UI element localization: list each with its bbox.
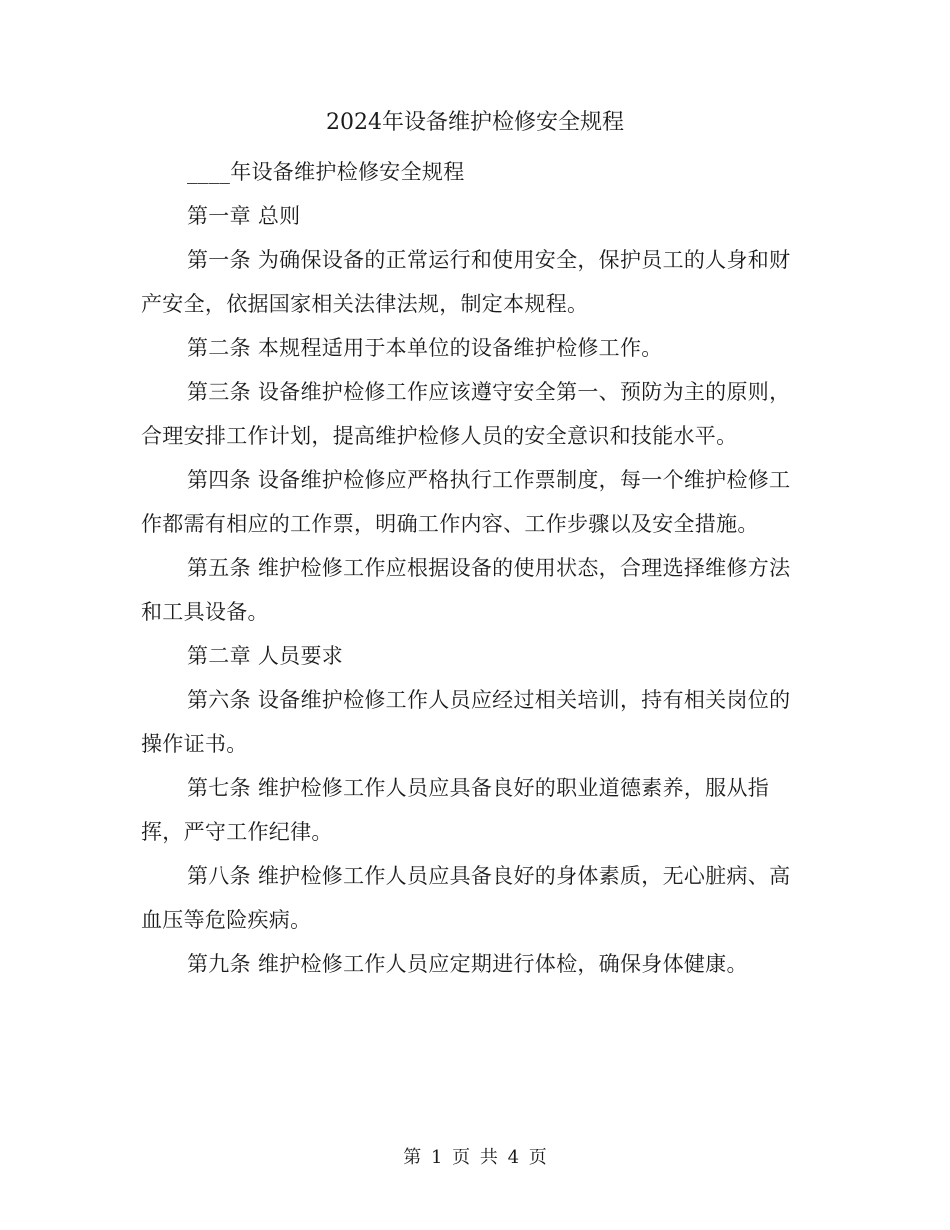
document-body	[141, 150, 809, 986]
article-paragraph: 第二条 本规程适用于本单位的设备维护检修工作。	[187, 336, 663, 360]
article-paragraph: 第七条 维护检修工作人员应具备良好的职业道德素养，服从指挥，严守工作纪律。	[141, 776, 770, 844]
chapter-heading: 第二章 人员要求	[187, 644, 344, 668]
page-number-footer: 第 1 页 共 4 页	[403, 1147, 547, 1168]
document-title: 2024年设备维护检修安全规程	[326, 110, 624, 135]
article-paragraph: 第六条 设备维护检修工作人员应经过相关培训，持有相关岗位的操作证书。	[141, 688, 791, 756]
article-paragraph: 第三条 设备维护检修工作应该遵守安全第一、预防为主的原则，合理安排工作计划，提高维护检修人员的安全意识和技能水平。	[141, 380, 791, 448]
paragraph-subtitle: ____年设备维护检修安全规程	[187, 160, 465, 184]
chapter-heading: 第一章 总则	[187, 204, 301, 228]
article-paragraph: 第一条 为确保设备的正常运行和使用安全，保护员工的人身和财产安全，依据国家相关法律法规，制定本规程。	[141, 248, 791, 316]
article-paragraph: 第五条 维护检修工作应根据设备的使用状态，合理选择维修方法和工具设备。	[141, 556, 791, 624]
article-paragraph: 第四条 设备维护检修应严格执行工作票制度，每一个维护检修工作都需有相应的工作票，明确工作内容、工作步骤以及安全措施。	[141, 468, 791, 536]
article-paragraph: 第八条 维护检修工作人员应具备良好的身体素质，无心脏病、高血压等危险疾病。	[141, 864, 791, 932]
article-paragraph: 第九条 维护检修工作人员应定期进行体检，确保身体健康。	[187, 952, 748, 976]
